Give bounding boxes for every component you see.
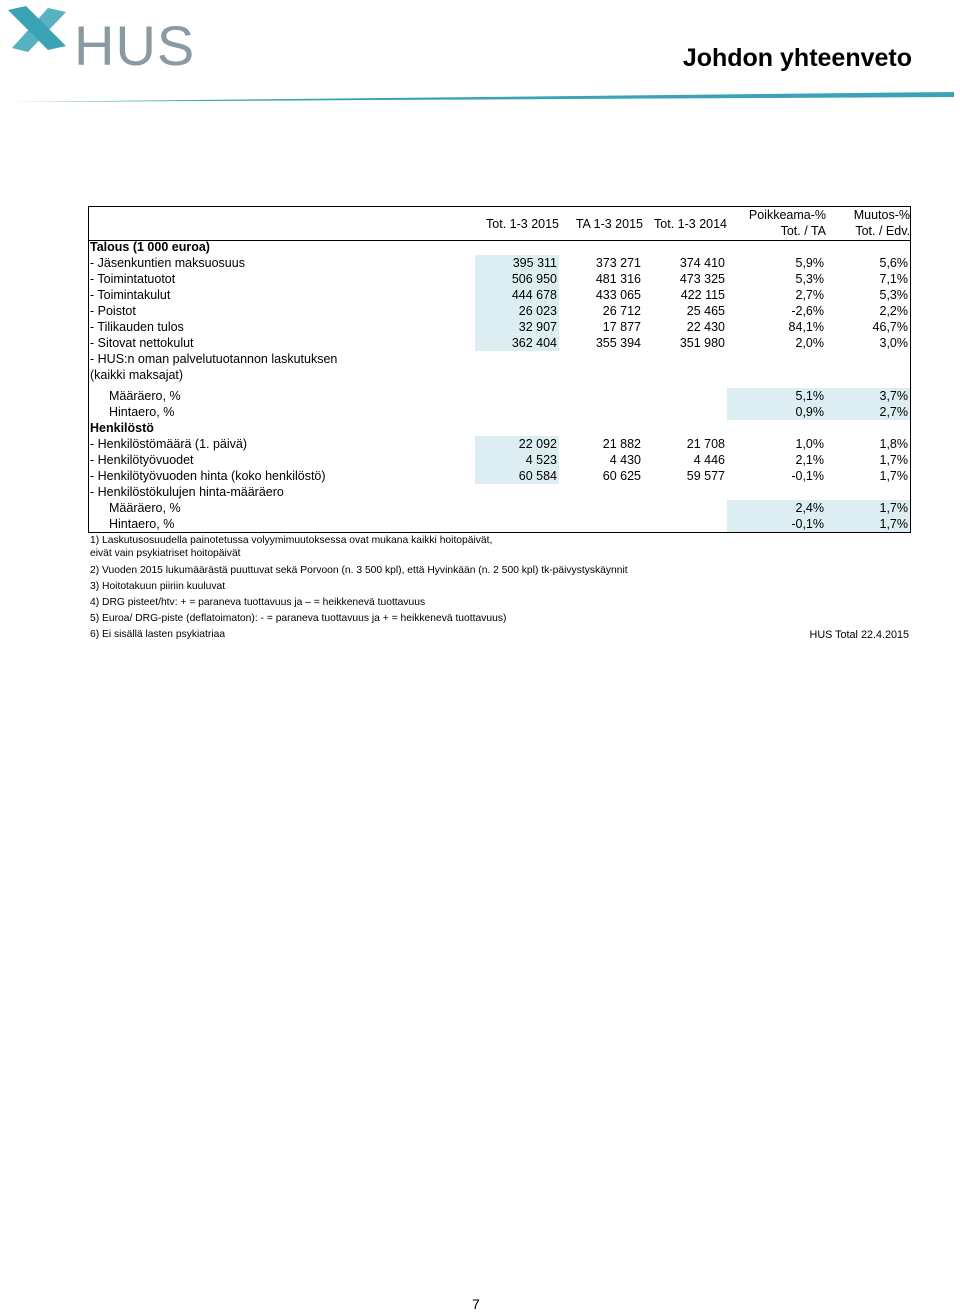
- table-cell: 46,7%: [872, 320, 908, 334]
- table-cell: 2,1%: [795, 453, 824, 467]
- table-cell: [643, 500, 727, 516]
- table-cell: 374 410: [679, 256, 725, 270]
- table-cell: [475, 239, 559, 255]
- row-label: - Poistot: [90, 304, 136, 318]
- table-cell: 21 882: [602, 437, 641, 451]
- table-cell: 5,6%: [879, 256, 908, 270]
- footnote: 5) Euroa/ DRG-piste (deflatoimaton): - = paraneva tuottavuus ja + = heikkenevä tuottavuus): [90, 613, 507, 624]
- table-cell: [559, 484, 643, 500]
- table-cell: 4 430: [609, 453, 641, 467]
- table-cell: [475, 500, 559, 516]
- table-cell: [559, 404, 643, 420]
- table-cell: [643, 404, 727, 420]
- page-number: 7: [472, 1296, 480, 1312]
- table-row: [89, 351, 910, 367]
- hus-logo: [4, 0, 194, 80]
- col-header-tot-2014: Tot. 1-3 2014: [654, 217, 727, 231]
- table-row: [89, 335, 910, 351]
- table-cell: [826, 484, 910, 500]
- table-cell: 351 980: [679, 336, 725, 350]
- row-label: - Jäsenkuntien maksuosuus: [90, 256, 245, 270]
- row-label: - Sitovat nettokulut: [90, 336, 194, 350]
- table-cell: 5,9%: [795, 256, 824, 270]
- row-label: - Henkilötyövuodet: [90, 453, 194, 467]
- table-row: [89, 420, 910, 436]
- table-cell: [643, 367, 727, 383]
- table-cell: [643, 420, 727, 436]
- table-cell: 5,1%: [727, 388, 826, 404]
- table-cell: 25 465: [686, 304, 725, 318]
- source-label: HUS Total 22.4.2015: [809, 629, 909, 641]
- footnote: 2) Vuoden 2015 lukumäärästä puuttuvat sekä Porvoon (n. 3 500 kpl), että Hyvinkään (n. 2 500 kpl) tk-päivystyskäynnit: [90, 565, 628, 576]
- table-cell: 26 023: [475, 303, 559, 319]
- table-cell: 22 092: [475, 436, 559, 452]
- footnote: 1) Laskutusosuudella painotetussa volyymimuutoksessa ovat mukana kaikki hoitopäivät,: [90, 535, 493, 546]
- table-cell: 22 430: [686, 320, 725, 334]
- table-cell: 1,0%: [795, 437, 824, 451]
- table-cell: [559, 516, 643, 532]
- table-cell: [727, 420, 826, 436]
- table-cell: [643, 388, 727, 404]
- table-cell: [643, 516, 727, 532]
- table-cell: [475, 351, 559, 367]
- table-cell: [643, 351, 727, 367]
- row-label: Hintaero, %: [109, 405, 175, 419]
- table-cell: [727, 367, 826, 383]
- summary-table: [88, 206, 911, 533]
- table-cell: 3,7%: [826, 388, 910, 404]
- table-cell: 7,1%: [879, 272, 908, 286]
- table-cell: 21 708: [686, 437, 725, 451]
- table-cell: 2,2%: [879, 304, 908, 318]
- row-label: Hintaero, %: [109, 517, 175, 531]
- table-cell: [559, 500, 643, 516]
- row-label: - HUS:n oman palvelutuotannon laskutuksen: [90, 352, 338, 366]
- table-cell: 473 325: [679, 272, 725, 286]
- table-cell: [475, 404, 559, 420]
- footnote: 6) Ei sisällä lasten psykiatriaa: [90, 629, 226, 640]
- table-cell: 506 950: [475, 271, 559, 287]
- col-header-ta-2015: TA 1-3 2015: [575, 217, 643, 231]
- table-cell: 2,7%: [826, 404, 910, 420]
- table-cell: -0,1%: [727, 516, 826, 532]
- table-cell: 481 316: [595, 272, 641, 286]
- table-cell: [826, 420, 910, 436]
- table-row: [89, 271, 910, 287]
- table-cell: 2,0%: [795, 336, 824, 350]
- header-divider: [8, 92, 954, 102]
- table-cell: 32 907: [475, 319, 559, 335]
- table-cell: [559, 239, 643, 255]
- table-cell: [727, 239, 826, 255]
- table-cell: 4 446: [693, 453, 725, 467]
- col-header-tot-2015: Tot. 1-3 2015: [486, 217, 559, 231]
- table-row: [89, 500, 910, 516]
- table-cell: 444 678: [475, 287, 559, 303]
- table-cell: -0,1%: [791, 469, 824, 483]
- table-cell: 60 625: [602, 469, 641, 483]
- col-header-poikkeama-line2: Tot. / TA: [780, 224, 826, 238]
- table-cell: 422 115: [680, 288, 725, 302]
- row-label: - Tilikauden tulos: [90, 320, 184, 334]
- table-cell: 84,1%: [788, 320, 824, 334]
- row-label: - Toimintatuotot: [90, 272, 176, 286]
- table-cell: [643, 239, 727, 255]
- table-row: [89, 388, 910, 404]
- table-cell: 395 311: [475, 255, 559, 271]
- col-header-muutos-line1: Muutos-%: [853, 208, 910, 222]
- row-label: Määräero, %: [109, 501, 181, 515]
- row-label: Henkilöstö: [90, 421, 154, 435]
- table-cell: [559, 351, 643, 367]
- table-row: [89, 452, 910, 468]
- table-cell: [643, 484, 727, 500]
- table-cell: 2,7%: [795, 288, 824, 302]
- table-cell: [559, 420, 643, 436]
- table-cell: [559, 367, 643, 383]
- table-cell: 60 584: [475, 468, 559, 484]
- table-row: [89, 436, 910, 452]
- table-cell: 26 712: [602, 304, 641, 318]
- table-cell: 1,8%: [879, 437, 908, 451]
- row-label: - Henkilöstömäärä (1. päivä): [90, 437, 248, 451]
- table-cell: 362 404: [475, 335, 559, 351]
- page-title: Johdon yhteenveto: [682, 44, 912, 72]
- table-cell: [727, 484, 826, 500]
- table-cell: [475, 388, 559, 404]
- table-cell: [826, 239, 910, 255]
- table-cell: 373 271: [595, 256, 641, 270]
- table-cell: 355 394: [595, 336, 641, 350]
- table-cell: -2,6%: [791, 304, 824, 318]
- table-cell: 0,9%: [727, 404, 826, 420]
- table-row: [89, 287, 910, 303]
- table-cell: 17 877: [602, 320, 641, 334]
- col-header-muutos-line2: Tot. / Edv.: [855, 224, 910, 238]
- col-header-poikkeama: [727, 208, 826, 238]
- table-cell: 1,7%: [826, 516, 910, 532]
- footnote: 3) Hoitotakuun piiriin kuuluvat: [90, 581, 226, 592]
- table-cell: 433 065: [595, 288, 641, 302]
- table-row: [89, 516, 910, 532]
- logo-text: HUS: [74, 14, 196, 77]
- table-cell: 1,7%: [879, 453, 908, 467]
- table-row: [89, 484, 910, 500]
- row-label: Määräero, %: [109, 389, 181, 403]
- table-cell: 2,4%: [727, 500, 826, 516]
- col-header-muutos: [826, 208, 910, 238]
- table-cell: 5,3%: [879, 288, 908, 302]
- table-row: [89, 404, 910, 420]
- table-cell: [727, 351, 826, 367]
- table-row: [89, 468, 910, 484]
- table-cell: 4 523: [475, 452, 559, 468]
- footnote: 4) DRG pisteet/htv: + = paraneva tuottavuus ja – = heikkenevä tuottavuus: [90, 597, 426, 608]
- table-cell: 3,0%: [879, 336, 908, 350]
- hus-cross-icon: [4, 2, 74, 62]
- table-cell: 59 577: [686, 469, 725, 483]
- table-cell: 1,7%: [826, 500, 910, 516]
- table-cell: [475, 484, 559, 500]
- table-row: [89, 303, 910, 319]
- table-cell: [475, 367, 559, 383]
- row-label: (kaikki maksajat): [90, 368, 184, 382]
- col-header-poikkeama-line1: Poikkeama-%: [748, 208, 826, 222]
- table-cell: [559, 388, 643, 404]
- table-cell: 1,7%: [879, 469, 908, 483]
- table-row: [89, 255, 910, 271]
- table-row: [89, 367, 910, 383]
- table-row: [89, 239, 910, 255]
- footnote: eivät vain psykiatriset hoitopäivät: [90, 548, 241, 559]
- row-label: - Henkilötyövuoden hinta (koko henkilöstö): [90, 469, 326, 483]
- table-cell: [826, 351, 910, 367]
- row-label: - Henkilöstökulujen hinta-määräero: [90, 485, 284, 499]
- table-cell: 5,3%: [795, 272, 824, 286]
- row-label: Talous (1 000 euroa): [90, 240, 210, 254]
- table-cell: [475, 420, 559, 436]
- table-cell: [475, 516, 559, 532]
- table-cell: [826, 367, 910, 383]
- row-label: - Toimintakulut: [90, 288, 171, 302]
- table-row: [89, 319, 910, 335]
